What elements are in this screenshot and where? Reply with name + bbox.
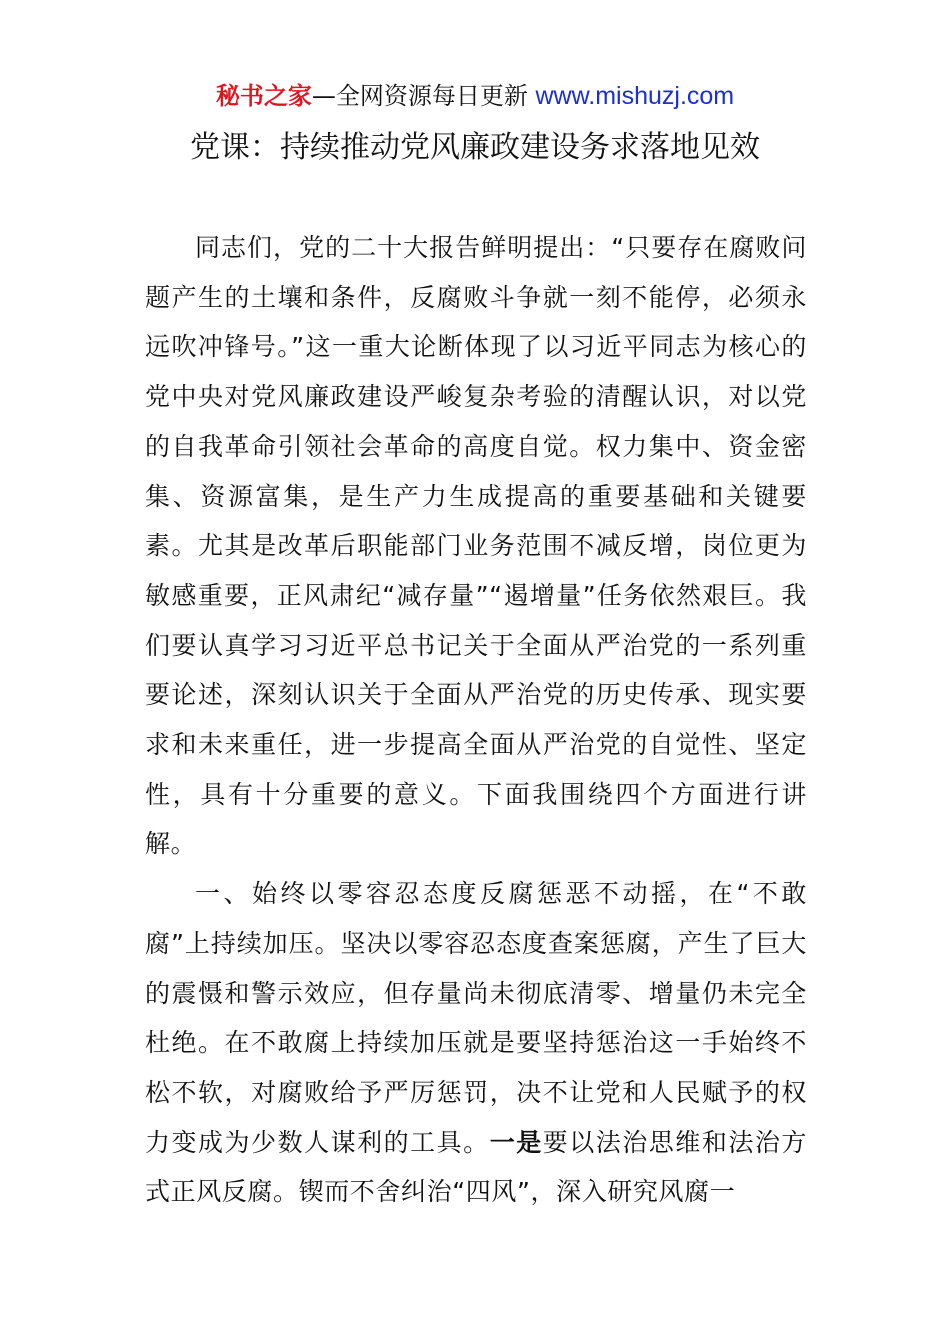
paragraph-text-before: 一、始终以零容忍态度反腐惩恶不动摇，在“不敢腐”上持续加压。坚决以零容忍态度查案惩腐，产生了巨大的震慑和警示效应，但存量尚未彻底清零、增量仍未完全杜绝。在不敢腐上持续加压就是要坚持惩治这一手始终不松不软，对腐败给予严厉惩罚，决不让党和人民赋予的权力变成为少数人谋利的工具。	[145, 879, 807, 1157]
document-title: 党课：持续推动党风廉政建设务求落地见效	[190, 130, 760, 165]
bold-marker: 一是	[489, 1127, 543, 1157]
paragraph-section-one	[145, 869, 807, 1217]
site-brand: 秘书之家	[215, 82, 312, 110]
site-header	[0, 80, 950, 112]
document-body	[145, 223, 807, 1217]
site-tagline: —全网资源每日更新	[311, 82, 536, 110]
paragraph-intro: 同志们，党的二十大报告鲜明提出：“只要存在腐败问题产生的土壤和条件，反腐败斗争就一刻不能停，必须永远吹冲锋号。”这一重大论断体现了以习近平同志为核心的党中央对党风廉政建设严峻复杂考验的清醒认识，对以党的自我革命引领社会革命的高度自觉。权力集中、资金密集、资源富集，是生产力生成提高的重要基础和关键要素。尤其是改革后职能部门业务范围不减反增，岗位更为敏感重要，正风肃纪“减存量”“遏增量”任务依然艰巨。我们要认真学习习近平总书记关于全面从严治党的一系列重要论述，深刻认识关于全面从严治党的历史传承、现实要求和未来重任，进一步提高全面从严治党的自觉性、坚定性，具有十分重要的意义。下面我围绕四个方面进行讲解。	[145, 233, 807, 859]
paragraph-text-after: 要以法治思维和法治方式正风反腐。锲而不舍纠治“四风”，深入研究风腐一	[145, 1127, 807, 1207]
site-url-link[interactable]: www.mishuzj.com	[535, 82, 735, 110]
